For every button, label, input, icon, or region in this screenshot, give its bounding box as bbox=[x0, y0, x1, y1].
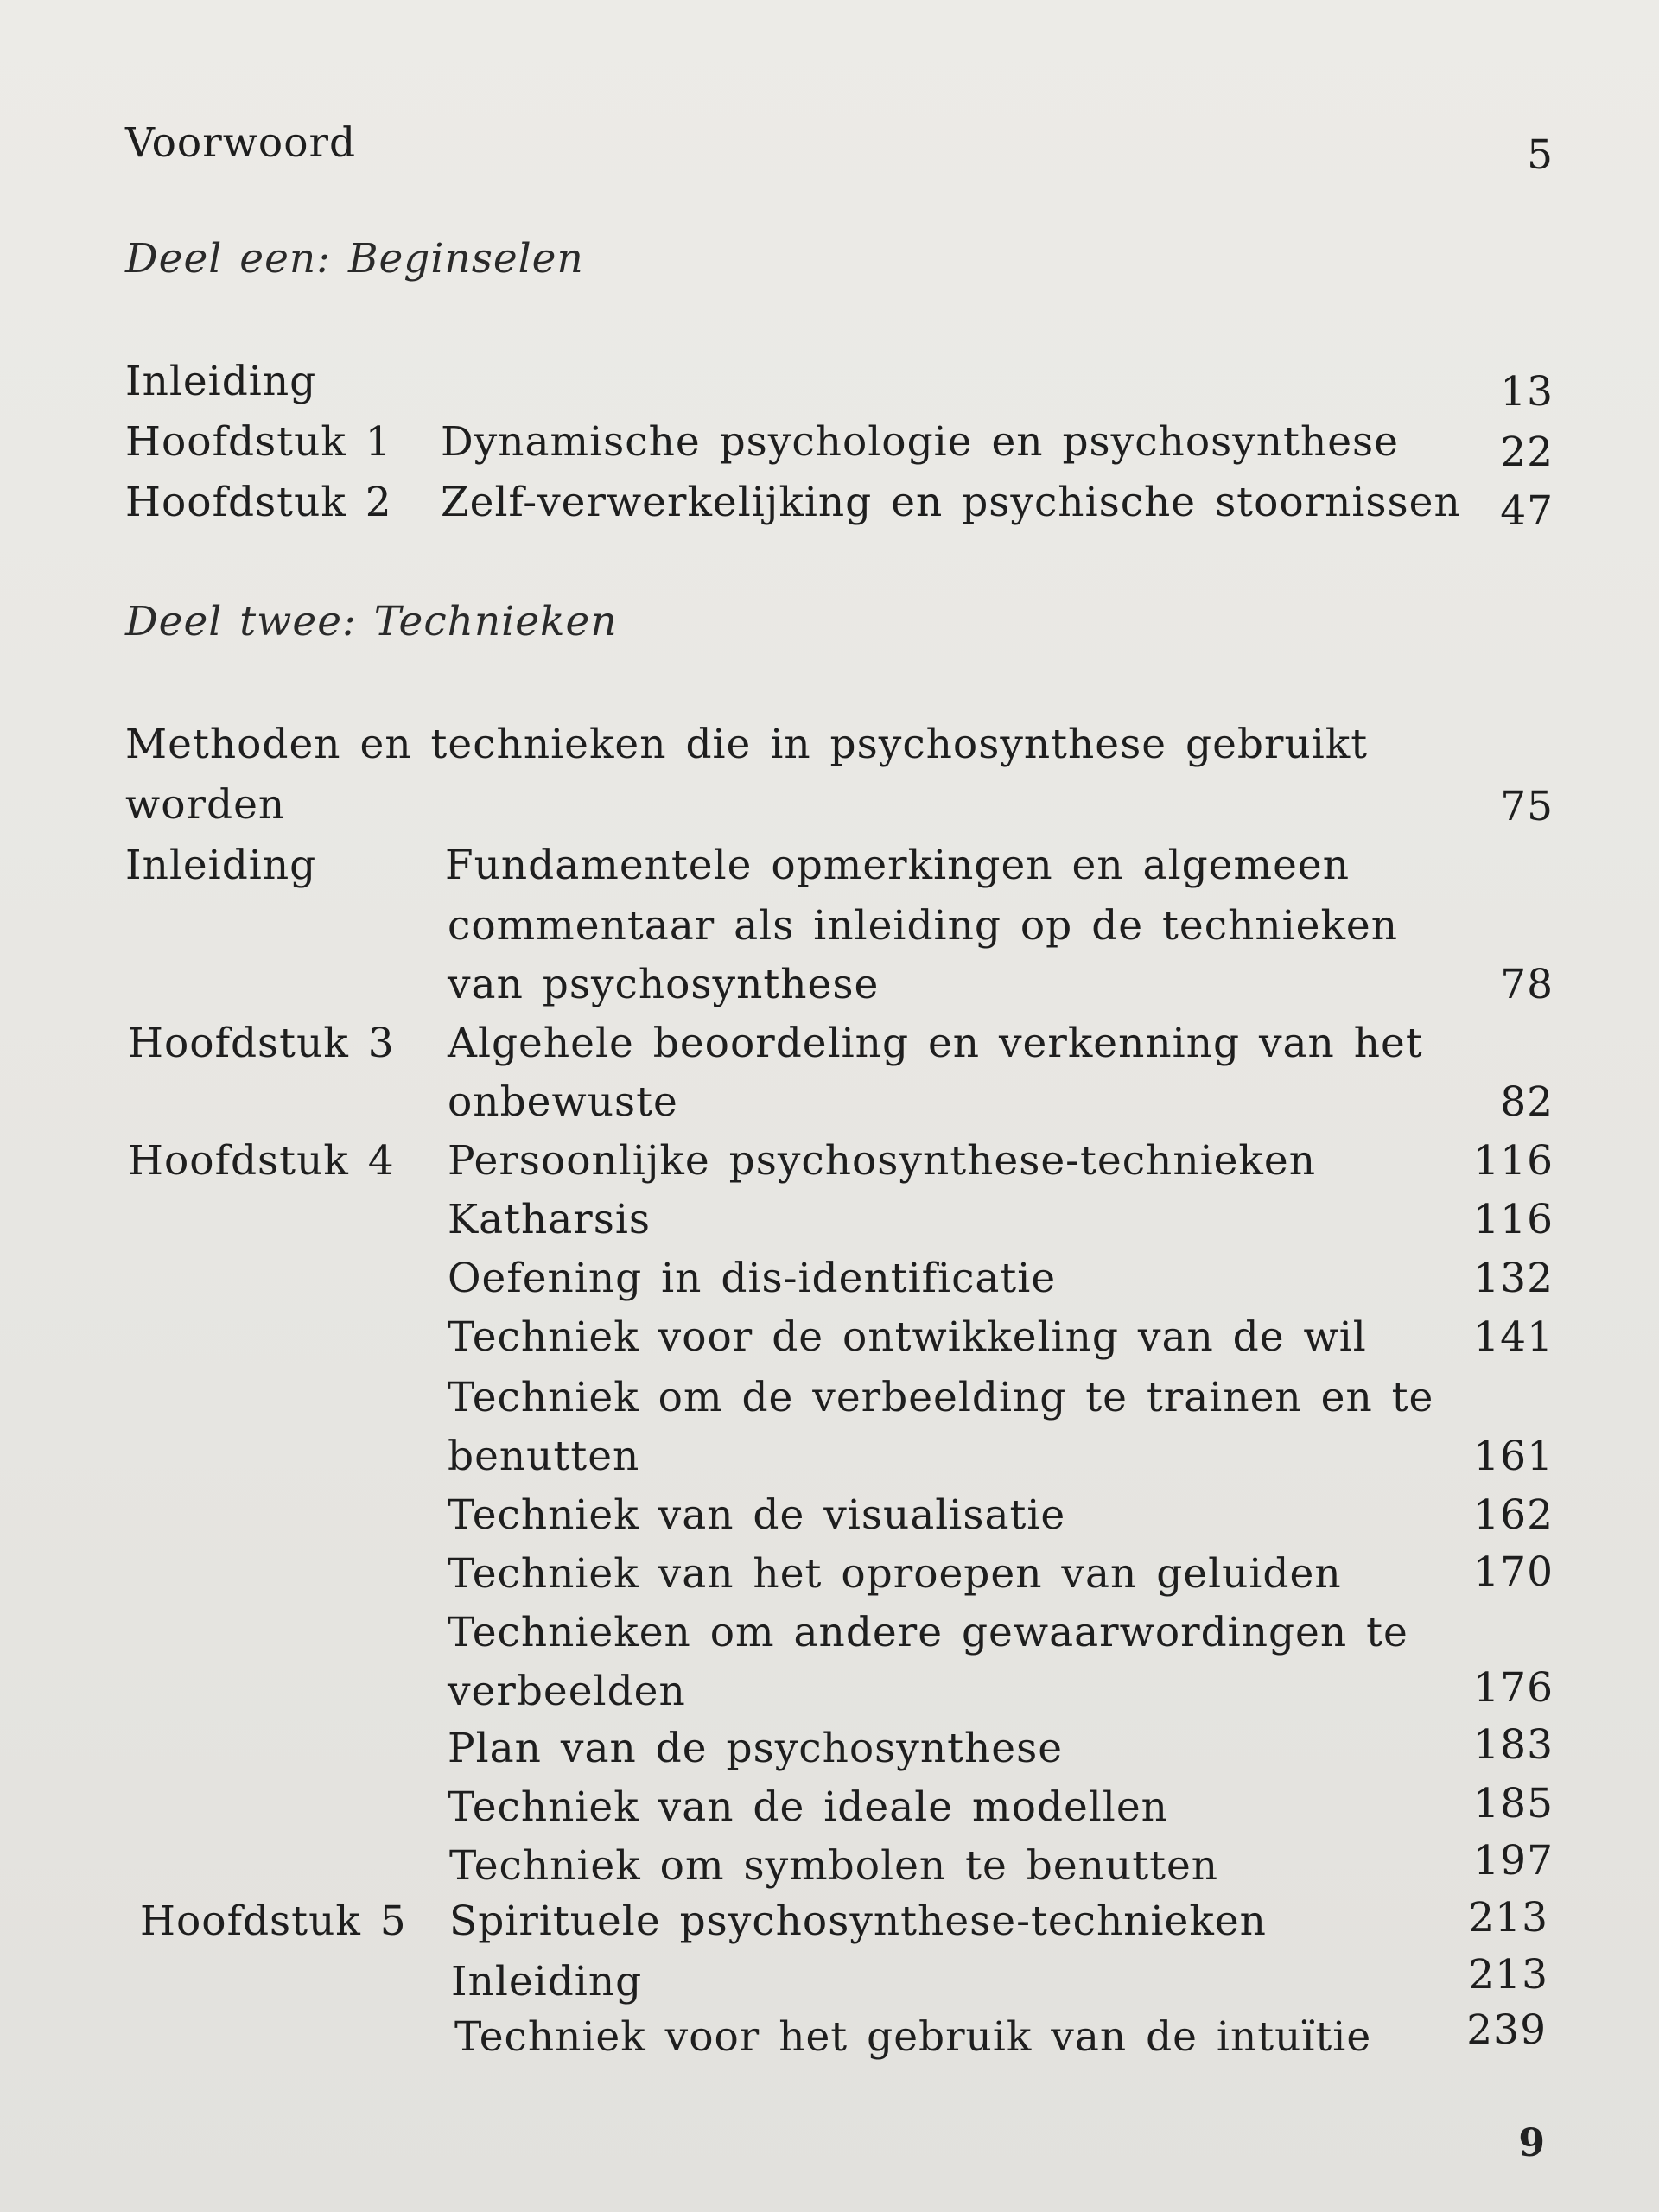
toc-ch4-item-page: 170 bbox=[1473, 1548, 1554, 1596]
toc-ch2-page: 47 bbox=[1500, 487, 1554, 535]
toc-ch5-page: 213 bbox=[1468, 1894, 1548, 1942]
toc-ch2-title: Zelf-verwerkelijking en psychische stoornissen bbox=[441, 479, 1461, 526]
toc-ch5-item-title: Techniek voor het gebruik van de intuïtie bbox=[454, 2013, 1372, 2061]
toc-ch4-item-line2: verbeelden bbox=[448, 1668, 686, 1715]
toc-part2-inleiding-line1: Fundamentele opmerkingen en algemeen bbox=[445, 842, 1350, 889]
part-two-heading: Deel twee: Technieken bbox=[125, 598, 618, 645]
toc-ch4-item-title: Oefening in dis-identificatie bbox=[448, 1255, 1057, 1302]
toc-ch4-item-page: 161 bbox=[1473, 1433, 1554, 1480]
toc-ch4-item-page: 116 bbox=[1473, 1196, 1554, 1243]
toc-part2-inleiding-label: Inleiding bbox=[125, 842, 317, 889]
toc-ch1-page: 22 bbox=[1500, 429, 1554, 476]
toc-ch3-page: 82 bbox=[1500, 1078, 1554, 1126]
toc-ch4-item-title: Techniek van de ideale modellen bbox=[448, 1783, 1168, 1831]
toc-voorwoord-page: 5 bbox=[1527, 131, 1554, 179]
toc-ch4-label: Hoofdstuk 4 bbox=[128, 1137, 395, 1185]
toc-ch4-item-page: 183 bbox=[1473, 1721, 1554, 1769]
toc-ch3-line1: Algehele beoordeling en verkenning van het bbox=[448, 1020, 1423, 1067]
toc-part1-inleiding-page: 13 bbox=[1500, 368, 1554, 416]
toc-ch4-item-page: 141 bbox=[1473, 1313, 1554, 1361]
toc-ch1-label: Hoofdstuk 1 bbox=[125, 418, 392, 466]
toc-ch3-label: Hoofdstuk 3 bbox=[128, 1020, 395, 1067]
toc-ch4-item-line2: benutten bbox=[448, 1433, 640, 1480]
toc-ch4-item-line1: Techniek om de verbeelding te trainen en te bbox=[448, 1374, 1434, 1421]
toc-ch4-item-title: Techniek van het oproepen van geluiden bbox=[448, 1550, 1342, 1598]
toc-ch4-item-title: Techniek om symbolen te benutten bbox=[449, 1842, 1219, 1890]
toc-ch3-line2: onbewuste bbox=[448, 1078, 678, 1126]
toc-ch1-title: Dynamische psychologie en psychosynthese bbox=[441, 418, 1399, 466]
toc-ch4-item-title: Techniek van de visualisatie bbox=[448, 1491, 1066, 1539]
toc-ch4-item-page: 162 bbox=[1473, 1491, 1554, 1539]
toc-ch4-item-page: 176 bbox=[1473, 1664, 1554, 1712]
toc-ch4-item-page: 132 bbox=[1473, 1255, 1554, 1302]
toc-methoden-page: 75 bbox=[1500, 783, 1554, 830]
toc-ch4-item-title: Techniek voor de ontwikkeling van de wil bbox=[448, 1313, 1367, 1361]
toc-part1-inleiding-label: Inleiding bbox=[125, 358, 317, 405]
toc-ch5-item-page: 239 bbox=[1466, 2006, 1547, 2054]
toc-methoden-line2: worden bbox=[125, 781, 286, 829]
toc-ch4-item-title: Katharsis bbox=[448, 1196, 652, 1243]
toc-part2-inleiding-page: 78 bbox=[1500, 961, 1554, 1008]
toc-ch2-label: Hoofdstuk 2 bbox=[125, 479, 392, 526]
toc-voorwoord-label: Voorwoord bbox=[125, 119, 357, 167]
toc-methoden-line1: Methoden en technieken die in psychosynthese gebruikt bbox=[125, 721, 1369, 768]
toc-ch4-page: 116 bbox=[1473, 1137, 1554, 1185]
toc-ch5-item-title: Inleiding bbox=[451, 1958, 643, 2005]
toc-ch5-item-page: 213 bbox=[1468, 1951, 1548, 1999]
toc-ch4-title: Persoonlijke psychosynthese-technieken bbox=[448, 1137, 1316, 1185]
part-one-heading: Deel een: Beginselen bbox=[125, 235, 584, 283]
page-number: 9 bbox=[1518, 2121, 1545, 2165]
toc-ch5-title: Spirituele psychosynthese-technieken bbox=[449, 1897, 1267, 1945]
toc-ch4-item-title: Plan van de psychosynthese bbox=[448, 1725, 1064, 1772]
toc-part2-inleiding-line3: van psychosynthese bbox=[448, 961, 880, 1008]
toc-ch4-item-line1: Technieken om andere gewaarwordingen te bbox=[448, 1609, 1408, 1656]
toc-part2-inleiding-line2: commentaar als inleiding op de technieken bbox=[448, 902, 1399, 950]
toc-ch5-label: Hoofdstuk 5 bbox=[140, 1897, 407, 1945]
toc-ch4-item-page: 185 bbox=[1473, 1780, 1554, 1827]
toc-ch4-item-page: 197 bbox=[1473, 1837, 1554, 1885]
